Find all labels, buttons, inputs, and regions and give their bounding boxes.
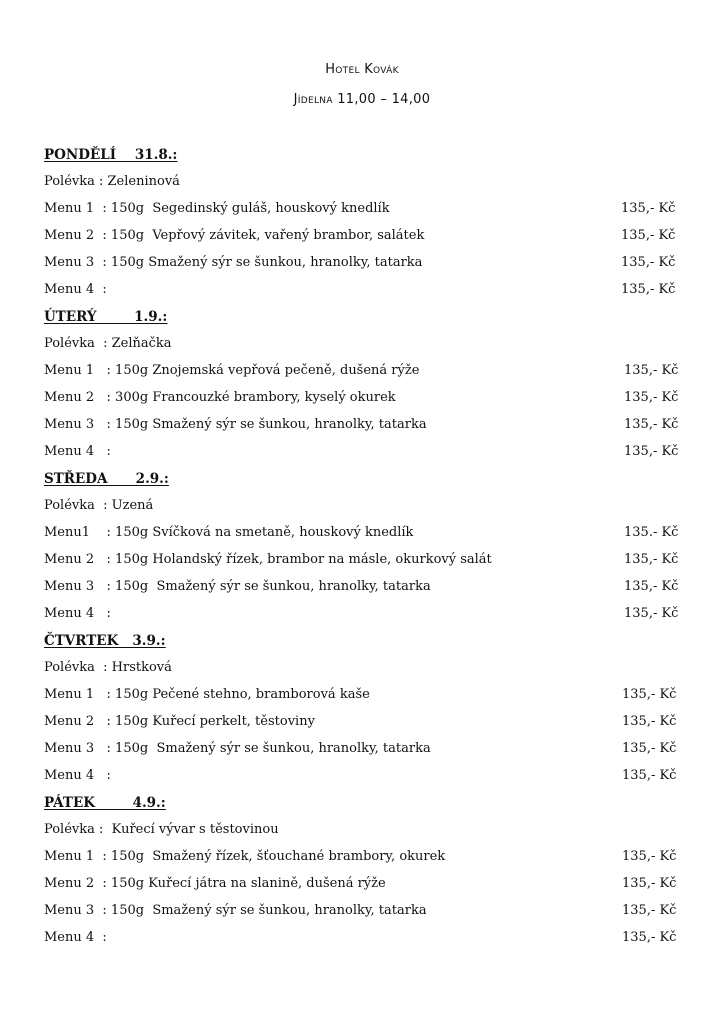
soup-line bbox=[44, 820, 684, 840]
menu-price: 135,- Kč bbox=[621, 255, 676, 270]
day-heading bbox=[44, 145, 684, 165]
menu-item bbox=[44, 361, 684, 381]
menu-item bbox=[44, 442, 684, 462]
menu-item-text: Menu 1 : 150g Znojemská vepřová pečeně, dušená rýže bbox=[44, 363, 420, 378]
menu-item bbox=[44, 415, 684, 435]
menu-item-text: Menu 2 : 150g Vepřový závitek, vařený brambor, salátek bbox=[44, 228, 425, 243]
menu-item bbox=[44, 739, 684, 759]
menu-item bbox=[44, 928, 684, 948]
menu-item-text: Menu 3 : 150g Smažený sýr se šunkou, hranolky, tatarka bbox=[44, 255, 423, 270]
menu-item-text: Menu1 : 150g Svíčková na smetaně, houskový knedlík bbox=[44, 525, 414, 540]
day-heading bbox=[44, 793, 684, 813]
menu-item-text: Menu 1 : 150g Pečené stehno, bramborová kaše bbox=[44, 687, 370, 702]
menu-item-text: Menu 4 : bbox=[44, 930, 107, 945]
hotel-title: Hotel Kovák bbox=[325, 62, 399, 77]
soup-line-text: Polévka : Hrstková bbox=[44, 660, 172, 675]
menu-item bbox=[44, 550, 684, 570]
menu-price: 135,- Kč bbox=[624, 363, 679, 378]
menu-item bbox=[44, 604, 684, 624]
soup-line-text: Polévka : Kuřecí vývar s těstovinou bbox=[44, 822, 279, 837]
day-heading-text: ÚTERÝ 1.9.: bbox=[44, 309, 168, 325]
day-heading-text: STŘEDA 2.9.: bbox=[44, 471, 169, 487]
menu-item-text: Menu 3 : 150g Smažený sýr se šunkou, hranolky, tatarka bbox=[44, 579, 431, 594]
menu-item bbox=[44, 874, 684, 894]
menu-price: 135,- Kč bbox=[624, 444, 679, 459]
menu-price: 135,- Kč bbox=[621, 201, 676, 216]
menu-item bbox=[44, 766, 684, 786]
menu-item-text: Menu 2 : 150g Holandský řízek, brambor na másle, okurkový salát bbox=[44, 552, 492, 567]
menu-price: 135,- Kč bbox=[622, 687, 677, 702]
menu-price: 135,- Kč bbox=[624, 552, 679, 567]
menu-item-text: Menu 1 : 150g Segedinský guláš, houskový knedlík bbox=[44, 201, 390, 216]
soup-line-text: Polévka : Uzená bbox=[44, 498, 154, 513]
menu-item-text: Menu 3 : 150g Smažený sýr se šunkou, hranolky, tatarka bbox=[44, 417, 427, 432]
day-heading bbox=[44, 631, 684, 651]
opening-hours: Jídelna 11,00 – 14,00 bbox=[293, 92, 431, 107]
menu-item-text: Menu 2 : 150g Kuřecí perkelt, těstoviny bbox=[44, 714, 315, 729]
menu-price: 135,- Kč bbox=[624, 606, 679, 621]
menu-item-text: Menu 3 : 150g Smažený sýr se šunkou, hranolky, tatarka bbox=[44, 903, 427, 918]
menu-item-text: Menu 4 : bbox=[44, 282, 107, 297]
menu-item bbox=[44, 712, 684, 732]
menu-price: 135,- Kč bbox=[624, 417, 679, 432]
day-heading bbox=[44, 307, 684, 327]
menu-item bbox=[44, 388, 684, 408]
soup-line bbox=[44, 334, 684, 354]
menu-price: 135,- Kč bbox=[622, 930, 677, 945]
soup-line bbox=[44, 658, 684, 678]
menu-price: 135,- Kč bbox=[622, 768, 677, 783]
menu-item bbox=[44, 685, 684, 705]
menu-item bbox=[44, 253, 684, 273]
soup-line-text: Polévka : Zelňačka bbox=[44, 336, 172, 351]
menu-price: 135,- Kč bbox=[624, 390, 679, 405]
soup-line bbox=[44, 172, 684, 192]
menu-price: 135,- Kč bbox=[622, 714, 677, 729]
day-heading-text: PONDĚLÍ 31.8.: bbox=[44, 147, 178, 163]
day-heading bbox=[44, 469, 684, 489]
menu-item-text: Menu 4 : bbox=[44, 768, 111, 783]
menu-item-text: Menu 1 : 150g Smažený řízek, šťouchané brambory, okurek bbox=[44, 849, 446, 864]
menu-price: 135,- Kč bbox=[624, 579, 679, 594]
menu-item bbox=[44, 280, 684, 300]
menu-item bbox=[44, 847, 684, 867]
day-heading-text: ČTVRTEK 3.9.: bbox=[44, 633, 166, 649]
menu-price: 135,- Kč bbox=[622, 876, 677, 891]
menu-item bbox=[44, 226, 684, 246]
menu-price: 135,- Kč bbox=[621, 228, 676, 243]
menu-price: 135,- Kč bbox=[622, 903, 677, 918]
menu-item bbox=[44, 577, 684, 597]
menu-item-text: Menu 2 : 300g Francouzké brambory, kyselý okurek bbox=[44, 390, 396, 405]
day-heading-text: PÁTEK 4.9.: bbox=[44, 795, 166, 811]
menu-item-text: Menu 3 : 150g Smažený sýr se šunkou, hranolky, tatarka bbox=[44, 741, 431, 756]
menu-price: 135,- Kč bbox=[622, 741, 677, 756]
menu-item bbox=[44, 523, 684, 543]
soup-line-text: Polévka : Zeleninová bbox=[44, 174, 180, 189]
menu-price: 135,- Kč bbox=[621, 282, 676, 297]
menu-item-text: Menu 4 : bbox=[44, 444, 111, 459]
menu-item-text: Menu 2 : 150g Kuřecí játra na slanině, dušená rýže bbox=[44, 876, 386, 891]
soup-line bbox=[44, 496, 684, 516]
menu-price: 135.- Kč bbox=[624, 525, 679, 540]
menu-item bbox=[44, 901, 684, 921]
menu-item bbox=[44, 199, 684, 219]
menu-price: 135,- Kč bbox=[622, 849, 677, 864]
menu-item-text: Menu 4 : bbox=[44, 606, 111, 621]
